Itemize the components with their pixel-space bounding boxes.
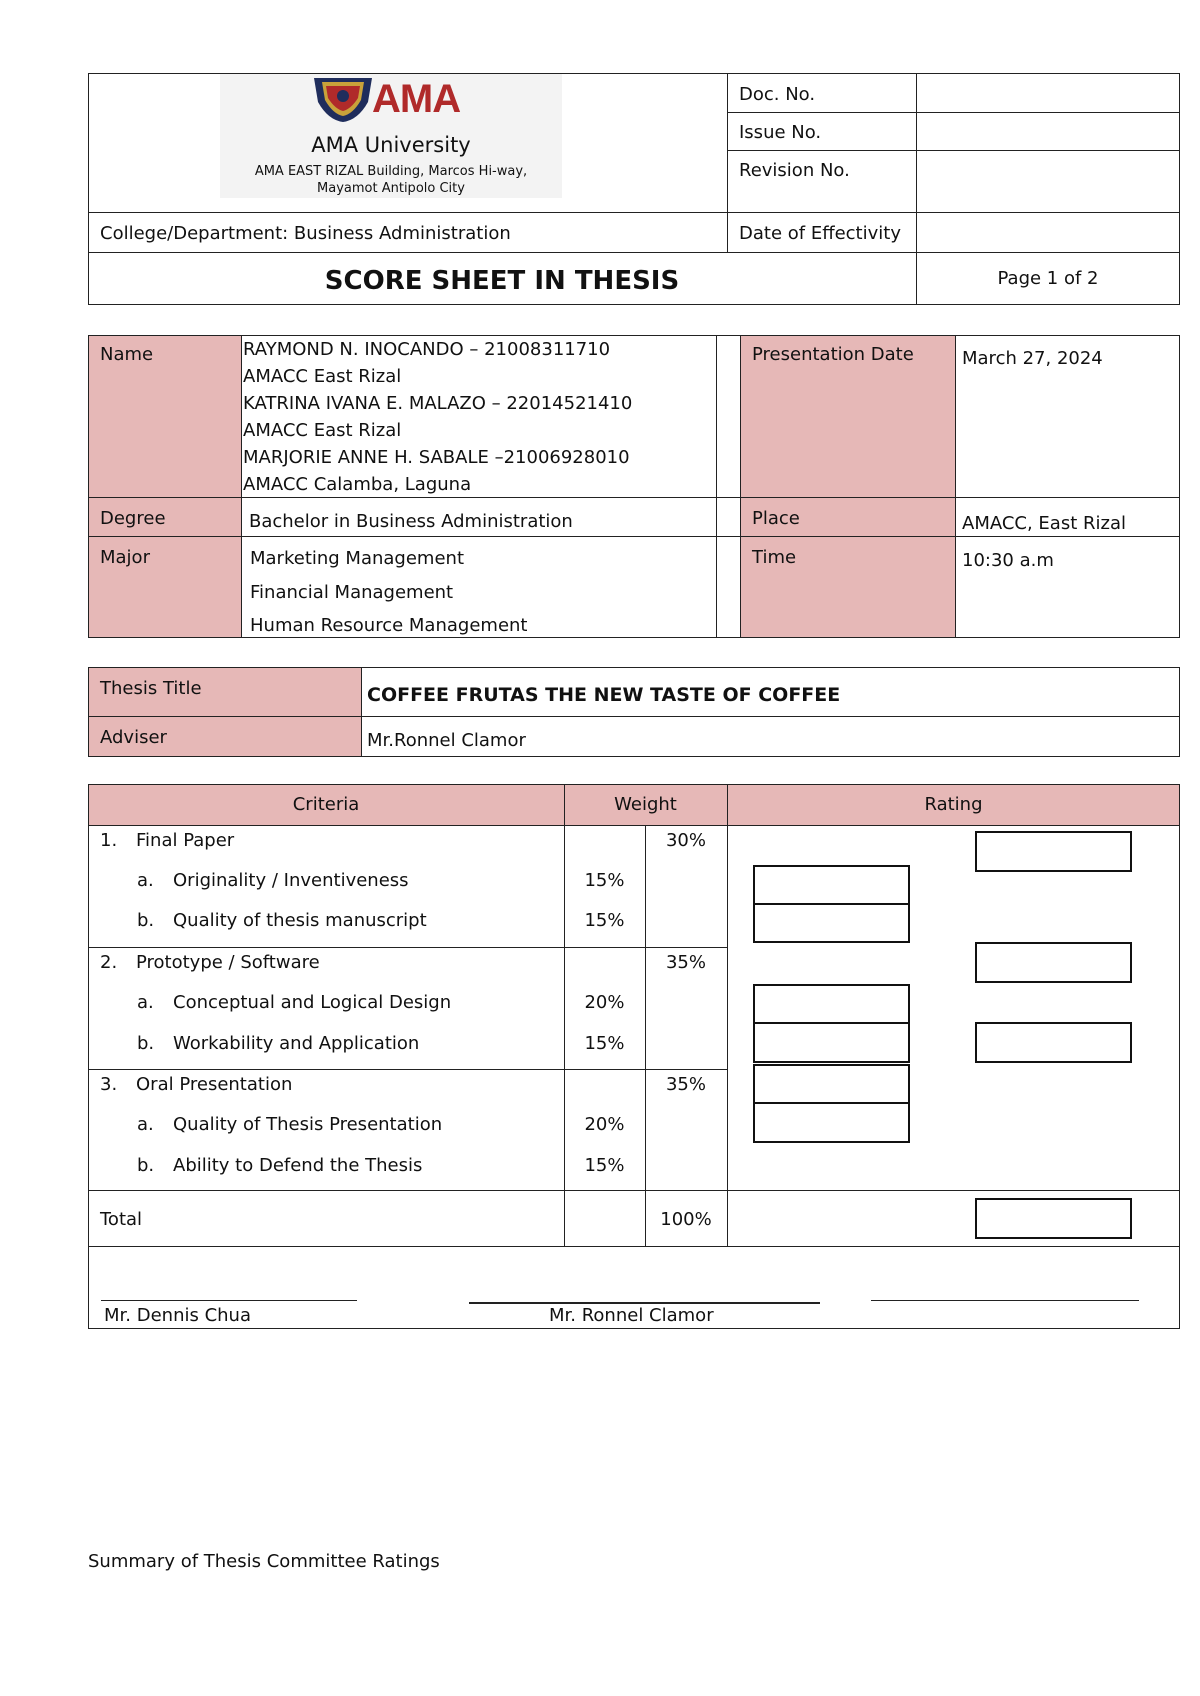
- criteria-item-weight: 15%: [584, 1033, 625, 1054]
- rating-box-oral-total[interactable]: [975, 1022, 1132, 1063]
- department-label: College/Department: Business Administration: [100, 223, 511, 244]
- student-line: AMACC Calamba, Laguna: [243, 474, 472, 495]
- criteria-group-weight: 35%: [665, 952, 706, 973]
- weight-header: Weight: [614, 794, 677, 815]
- rating-box-presentation[interactable]: [753, 1064, 910, 1104]
- date-effectivity-label: Date of Effectivity: [739, 223, 901, 244]
- student-line: RAYMOND N. INOCANDO – 21008311710: [243, 339, 611, 360]
- student-line: AMACC East Rizal: [243, 366, 402, 387]
- criteria-item-label: Originality / Inventiveness: [173, 870, 409, 891]
- criteria-item-weight: 15%: [584, 870, 625, 891]
- criteria-item-label: Quality of thesis manuscript: [173, 910, 427, 931]
- place-value: AMACC, East Rizal: [962, 513, 1126, 534]
- page-number: Page 1 of 2: [997, 268, 1099, 289]
- criteria-item-label: Quality of Thesis Presentation: [173, 1114, 443, 1135]
- criteria-header: Criteria: [292, 794, 360, 815]
- university-name: AMA University: [311, 133, 471, 157]
- rating-box-total[interactable]: [975, 1198, 1132, 1239]
- criteria-item-label: Workability and Application: [173, 1033, 420, 1054]
- name-label: Name: [100, 344, 154, 365]
- criteria-group-label: Final Paper: [136, 830, 235, 851]
- criteria-group-label: Oral Presentation: [136, 1074, 293, 1095]
- criteria-group-weight: 35%: [665, 1074, 706, 1095]
- issue-no-label: Issue No.: [739, 122, 822, 143]
- signature-line: [469, 1302, 820, 1304]
- student-line: MARJORIE ANNE H. SABALE –21006928010: [243, 447, 630, 468]
- criteria-group-label: Prototype / Software: [136, 952, 320, 973]
- total-label: Total: [100, 1209, 143, 1230]
- summary-heading: Summary of Thesis Committee Ratings: [88, 1551, 440, 1572]
- thesis-title-value: COFFEE FRUTAS THE NEW TASTE OF COFFEE: [367, 684, 841, 706]
- time-value: 10:30 a.m: [962, 550, 1054, 571]
- criteria-item-letter: b.: [137, 910, 155, 931]
- signature-line: [871, 1300, 1139, 1301]
- adviser-label: Adviser: [100, 727, 167, 748]
- thesis-table: [88, 667, 1180, 757]
- signatory-name: Mr. Dennis Chua: [104, 1305, 251, 1326]
- major-item: Financial Management: [250, 582, 454, 603]
- total-weight: 100%: [660, 1209, 712, 1230]
- criteria-item-letter: a.: [137, 992, 154, 1013]
- time-label: Time: [752, 547, 797, 568]
- university-address-1: AMA EAST RIZAL Building, Marcos Hi-way,: [254, 164, 528, 179]
- criteria-item-weight: 15%: [584, 910, 625, 931]
- criteria-item-letter: a.: [137, 1114, 154, 1135]
- doc-no-label: Doc. No.: [739, 84, 816, 105]
- place-label: Place: [752, 508, 800, 529]
- adviser-value: Mr.Ronnel Clamor: [367, 730, 526, 751]
- criteria-item-letter: b.: [137, 1155, 155, 1176]
- presentation-date-value: March 27, 2024: [962, 348, 1103, 369]
- criteria-item-label: Conceptual and Logical Design: [173, 992, 452, 1013]
- major-item: Human Resource Management: [250, 615, 528, 636]
- criteria-item-label: Ability to Defend the Thesis: [173, 1155, 423, 1176]
- degree-value: Bachelor in Business Administration: [249, 511, 573, 532]
- presentation-date-label: Presentation Date: [752, 344, 914, 365]
- rating-box-design[interactable]: [753, 984, 910, 1024]
- criteria-item-weight: 20%: [584, 1114, 625, 1135]
- revision-no-label: Revision No.: [739, 160, 850, 181]
- rating-box-prototype-total[interactable]: [975, 942, 1132, 983]
- criteria-item-letter: b.: [137, 1033, 155, 1054]
- criteria-group-number: 3.: [100, 1074, 118, 1095]
- signatory-name: Mr. Ronnel Clamor: [549, 1305, 714, 1326]
- rating-header: Rating: [924, 794, 983, 815]
- major-label: Major: [100, 547, 150, 568]
- criteria-item-weight: 15%: [584, 1155, 625, 1176]
- criteria-group-number: 2.: [100, 952, 118, 973]
- criteria-group-number: 1.: [100, 830, 118, 851]
- signature-line: [101, 1300, 357, 1301]
- rating-box-originality[interactable]: [753, 865, 910, 905]
- criteria-item-weight: 20%: [584, 992, 625, 1013]
- shield-icon: [312, 76, 374, 124]
- rating-box-final-paper-total[interactable]: [975, 831, 1132, 872]
- rating-box-defend[interactable]: [753, 1102, 910, 1143]
- rating-box-manuscript[interactable]: [753, 903, 910, 943]
- student-line: AMACC East Rizal: [243, 420, 402, 441]
- degree-label: Degree: [100, 508, 166, 529]
- university-address-2: Mayamot Antipolo City: [317, 181, 465, 196]
- criteria-item-letter: a.: [137, 870, 154, 891]
- page-title: SCORE SHEET IN THESIS: [324, 266, 680, 296]
- logo-wordmark: AMA: [372, 77, 461, 121]
- thesis-title-label: Thesis Title: [100, 678, 202, 699]
- rating-box-workability[interactable]: [753, 1022, 910, 1063]
- university-logo: [220, 74, 562, 198]
- criteria-group-weight: 30%: [665, 830, 706, 851]
- major-item: Marketing Management: [250, 548, 465, 569]
- student-line: KATRINA IVANA E. MALAZO – 22014521410: [243, 393, 633, 414]
